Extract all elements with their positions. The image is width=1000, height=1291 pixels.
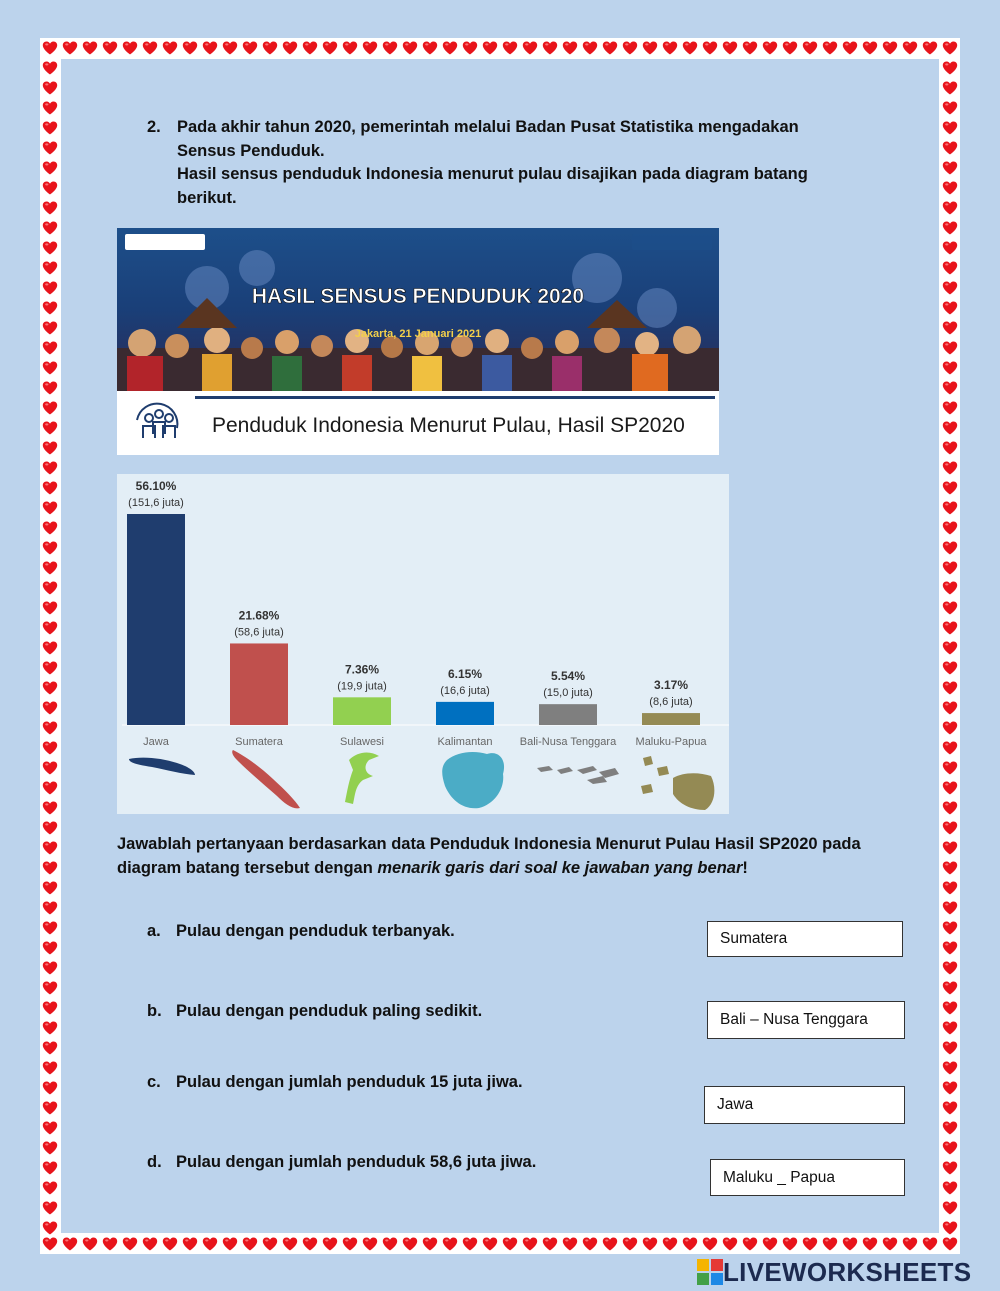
item-letter: c. <box>147 1073 161 1091</box>
heart-icon <box>943 81 957 94</box>
heart-icon <box>43 1001 57 1014</box>
heart-icon <box>43 721 57 734</box>
heart-icon <box>43 1101 57 1114</box>
heart-icon <box>943 1161 957 1174</box>
heart-icon <box>243 41 257 54</box>
heart-icon <box>43 521 57 534</box>
heart-icon <box>363 41 377 54</box>
heart-icon <box>343 41 357 54</box>
bar-value-label: 3.17% <box>653 678 689 693</box>
heart-icon <box>43 841 57 854</box>
heart-icon <box>943 941 957 954</box>
heart-icon <box>943 721 957 734</box>
heart-icon <box>583 1237 597 1250</box>
heart-icon <box>43 1237 57 1250</box>
heart-icon <box>43 61 57 74</box>
heart-icon <box>43 821 57 834</box>
bar-value-label: 56.10% <box>135 479 177 493</box>
liveworksheets-brand[interactable] <box>697 1257 971 1287</box>
heart-icon <box>943 1041 957 1054</box>
heart-icon <box>43 121 57 134</box>
question-line-3: Hasil sensus penduduk Indonesia menurut pulau disajikan pada diagram batang <box>177 165 808 183</box>
heart-icon <box>943 801 957 814</box>
heart-icon <box>943 521 957 534</box>
bar-sub-label: (151,6 juta) <box>128 497 184 509</box>
heart-icon <box>703 1237 717 1250</box>
heart-icon <box>243 1237 257 1250</box>
census-banner <box>117 228 719 455</box>
population-bar-chart <box>117 474 729 814</box>
heart-icon <box>943 901 957 914</box>
heart-icon <box>943 761 957 774</box>
bar-value-label: 7.36% <box>344 662 380 677</box>
heart-icon <box>403 1237 417 1250</box>
instruction-end: ! <box>742 858 748 877</box>
heart-icon <box>943 541 957 554</box>
bar-sub-label: (16,6 juta) <box>440 684 490 697</box>
heart-icon <box>123 1237 137 1250</box>
heart-icon <box>43 461 57 474</box>
heart-icon <box>943 561 957 574</box>
heart-icon <box>43 801 57 814</box>
heart-icon <box>43 361 57 374</box>
heart-icon <box>683 1237 697 1250</box>
heart-icon <box>163 41 177 54</box>
heart-icon <box>383 1237 397 1250</box>
heart-icon <box>103 41 117 54</box>
bar-sumatera <box>230 643 288 725</box>
heart-icon <box>943 1141 957 1154</box>
heart-icon <box>943 661 957 674</box>
heart-icon <box>523 1237 537 1250</box>
heart-icon <box>943 981 957 994</box>
heart-icon <box>943 401 957 414</box>
heart-icon <box>43 501 57 514</box>
heart-icon <box>783 41 797 54</box>
heart-icon <box>43 861 57 874</box>
heart-icon <box>43 1041 57 1054</box>
heart-icon <box>783 1237 797 1250</box>
heart-icon <box>943 841 957 854</box>
heart-icon <box>43 941 57 954</box>
heart-icon <box>563 41 577 54</box>
instruction-italic: menarik garis dari soal ke jawaban yang benar <box>377 858 743 877</box>
heart-icon <box>903 1237 917 1250</box>
item-text: Pulau dengan jumlah penduduk 15 juta jiwa. <box>176 1073 523 1091</box>
heart-icon <box>943 861 957 874</box>
bar-sub-label: (8,6 juta) <box>649 696 693 709</box>
category-label: Sumatera <box>235 736 283 748</box>
heart-icon <box>463 1237 477 1250</box>
heart-icon <box>43 881 57 894</box>
item-letter: d. <box>147 1153 162 1171</box>
heart-icon <box>263 41 277 54</box>
banner-caption: Penduduk Indonesia Menurut Pulau, Hasil SP2020 <box>212 414 685 437</box>
heart-icon <box>883 1237 897 1250</box>
heart-icon <box>323 41 337 54</box>
heart-icon <box>843 1237 857 1250</box>
heart-icon <box>683 41 697 54</box>
heart-icon <box>603 41 617 54</box>
heart-icon <box>943 361 957 374</box>
heart-icon <box>43 241 57 254</box>
heart-icon <box>943 301 957 314</box>
question-number: 2. <box>147 118 161 136</box>
heart-icon <box>43 981 57 994</box>
bar-sub-label: (58,6 juta) <box>234 626 284 639</box>
instruction-part-1: Jawablah pertanyaan berdasarkan data Penduduk Indonesia Menurut Pulau Hasil SP2020 pada diagram batang tersebut dengan <box>117 835 861 877</box>
heart-icon <box>943 1121 957 1134</box>
heart-icon <box>943 441 957 454</box>
heart-icon <box>43 181 57 194</box>
answer-box-jawa[interactable]: Jawa <box>704 1086 905 1124</box>
question-line-4: berikut. <box>177 188 237 207</box>
heart-icon <box>803 1237 817 1250</box>
heart-icon <box>943 101 957 114</box>
heart-icon <box>43 1081 57 1094</box>
heart-icon <box>943 961 957 974</box>
heart-icon <box>623 41 637 54</box>
heart-icon <box>43 41 57 54</box>
heart-icon <box>943 341 957 354</box>
chart-background <box>117 474 729 814</box>
heart-icon <box>143 1237 157 1250</box>
instruction-text <box>117 833 907 880</box>
heart-icon <box>883 41 897 54</box>
heart-icon <box>223 1237 237 1250</box>
bar-jawa <box>127 514 185 725</box>
heart-icon <box>943 201 957 214</box>
heart-icon <box>203 1237 217 1250</box>
heart-icon <box>503 41 517 54</box>
heart-icon <box>863 41 877 54</box>
heart-icon <box>43 1021 57 1034</box>
heart-icon <box>43 301 57 314</box>
heart-icon <box>423 1237 437 1250</box>
category-label: Sulawesi <box>339 736 385 748</box>
heart-icon <box>563 1237 577 1250</box>
heart-icon <box>543 41 557 54</box>
heart-icon <box>443 1237 457 1250</box>
heart-icon <box>943 241 957 254</box>
answer-box-sumatera[interactable]: Sumatera <box>707 921 903 957</box>
heart-icon <box>583 41 597 54</box>
heart-icon <box>43 161 57 174</box>
heart-icon <box>943 1181 957 1194</box>
liveworksheets-logo-icon <box>697 1259 723 1285</box>
bar-value-label: 6.15% <box>447 666 483 681</box>
heart-icon <box>943 701 957 714</box>
heart-icon <box>183 1237 197 1250</box>
heart-icon <box>943 641 957 654</box>
category-label: Kalimantan <box>437 736 493 748</box>
heart-icon <box>423 41 437 54</box>
heart-icon <box>843 41 857 54</box>
heart-icon <box>803 41 817 54</box>
heart-icon <box>43 1061 57 1074</box>
category-label: Bali-Nusa Tenggara <box>519 736 617 748</box>
heart-icon <box>43 541 57 554</box>
heart-icon <box>43 401 57 414</box>
heart-icon <box>43 221 57 234</box>
heart-icon <box>43 421 57 434</box>
heart-icon <box>943 1061 957 1074</box>
answer-box-maluku-papua[interactable]: Maluku _ Papua <box>710 1159 905 1196</box>
heart-icon <box>943 261 957 274</box>
heart-icon <box>43 561 57 574</box>
heart-icon <box>743 41 757 54</box>
heart-icon <box>943 181 957 194</box>
heart-icon <box>623 1237 637 1250</box>
banner-subtitle: Jakarta, 21 Januari 2021 <box>354 328 482 340</box>
heart-icon <box>43 581 57 594</box>
heart-icon <box>303 1237 317 1250</box>
heart-icon <box>43 1161 57 1174</box>
bar-sulawesi <box>333 697 391 725</box>
heart-icon <box>203 41 217 54</box>
heart-icon <box>723 1237 737 1250</box>
heart-icon <box>343 1237 357 1250</box>
heart-icon <box>43 1141 57 1154</box>
heart-icon <box>403 41 417 54</box>
heart-icon <box>663 41 677 54</box>
heart-icon <box>943 221 957 234</box>
heart-icon <box>923 1237 937 1250</box>
heart-icon <box>943 1221 957 1234</box>
heart-icon <box>943 61 957 74</box>
heart-icon <box>163 1237 177 1250</box>
liveworksheets-wordmark: LIVEWORKSHEETS <box>723 1256 972 1287</box>
heart-icon <box>943 481 957 494</box>
category-label: Maluku-Papua <box>635 736 707 748</box>
heart-icon <box>43 921 57 934</box>
item-text: Pulau dengan jumlah penduduk 58,6 juta jiwa. <box>176 1153 537 1171</box>
question-line-2: Sensus Penduduk. <box>177 141 325 160</box>
heart-icon <box>383 41 397 54</box>
heart-icon <box>43 341 57 354</box>
heart-icon <box>83 1237 97 1250</box>
item-letter: a. <box>147 922 161 940</box>
heart-icon <box>943 1237 957 1250</box>
heart-icon <box>943 141 957 154</box>
bar-sub-label: (15,0 juta) <box>543 687 593 700</box>
heart-icon <box>43 1121 57 1134</box>
heart-icon <box>943 1201 957 1214</box>
bar-bali-nusa-tenggara <box>539 704 597 725</box>
heart-icon <box>43 701 57 714</box>
heart-icon <box>63 41 77 54</box>
bar-sub-label: (19,9 juta) <box>337 680 387 693</box>
heart-icon <box>643 41 657 54</box>
heart-icon <box>323 1237 337 1250</box>
bar-value-label: 5.54% <box>550 669 586 684</box>
heart-icon <box>43 641 57 654</box>
heart-icon <box>943 421 957 434</box>
heart-icon <box>503 1237 517 1250</box>
heart-icon <box>943 381 957 394</box>
heart-icon <box>863 1237 877 1250</box>
heart-icon <box>943 881 957 894</box>
question-2 <box>147 116 907 212</box>
heart-icon <box>643 1237 657 1250</box>
item-letter: b. <box>147 1002 162 1020</box>
heart-icon <box>723 41 737 54</box>
heart-icon <box>763 1237 777 1250</box>
heart-icon <box>903 41 917 54</box>
heart-icon <box>483 1237 497 1250</box>
heart-icon <box>43 961 57 974</box>
heart-icon <box>943 1001 957 1014</box>
heart-icon <box>43 741 57 754</box>
heart-icon <box>943 921 957 934</box>
heart-icon <box>43 321 57 334</box>
heart-icon <box>943 621 957 634</box>
heart-icon <box>43 441 57 454</box>
heart-icon <box>943 781 957 794</box>
heart-icon <box>43 201 57 214</box>
category-label: Jawa <box>143 736 169 748</box>
heart-icon <box>943 821 957 834</box>
heart-icon <box>43 101 57 114</box>
heart-icon <box>823 1237 837 1250</box>
heart-icon <box>43 761 57 774</box>
heart-icon <box>83 41 97 54</box>
heart-icon <box>43 781 57 794</box>
heart-icon <box>603 1237 617 1250</box>
bar-kalimantan <box>436 702 494 725</box>
heart-icon <box>943 601 957 614</box>
heart-icon <box>663 1237 677 1250</box>
heart-icon <box>183 41 197 54</box>
heart-icon <box>943 581 957 594</box>
heart-icon <box>263 1237 277 1250</box>
heart-icon <box>703 41 717 54</box>
heart-icon <box>223 41 237 54</box>
heart-icon <box>363 1237 377 1250</box>
banner-title: HASIL SENSUS PENDUDUK 2020 <box>251 285 585 308</box>
heart-icon <box>943 681 957 694</box>
bar-maluku-papua <box>642 713 700 725</box>
heart-icon <box>43 901 57 914</box>
heart-icon <box>943 461 957 474</box>
heart-icon <box>283 41 297 54</box>
heart-icon <box>43 381 57 394</box>
item-text: Pulau dengan penduduk terbanyak. <box>176 922 455 940</box>
heart-icon <box>303 41 317 54</box>
heart-icon <box>823 41 837 54</box>
question-line-1: Pada akhir tahun 2020, pemerintah melalui Badan Pusat Statistika mengadakan <box>177 118 799 136</box>
heart-icon <box>943 41 957 54</box>
heart-icon <box>943 1021 957 1034</box>
heart-icon <box>943 281 957 294</box>
heart-icon <box>943 501 957 514</box>
heart-icon <box>43 661 57 674</box>
heart-icon <box>43 601 57 614</box>
heart-icon <box>43 81 57 94</box>
heart-icon <box>43 281 57 294</box>
heart-icon <box>483 41 497 54</box>
heart-icon <box>923 41 937 54</box>
heart-icon <box>523 41 537 54</box>
heart-icon <box>43 1201 57 1214</box>
heart-icon <box>43 481 57 494</box>
heart-icon <box>943 121 957 134</box>
heart-icon <box>43 261 57 274</box>
heart-icon <box>943 1081 957 1094</box>
heart-icon <box>283 1237 297 1250</box>
heart-icon <box>43 141 57 154</box>
heart-icon <box>43 1181 57 1194</box>
heart-icon <box>63 1237 77 1250</box>
heart-icon <box>143 41 157 54</box>
heart-icon <box>443 41 457 54</box>
heart-icon <box>943 741 957 754</box>
heart-icon <box>43 621 57 634</box>
bar-value-label: 21.68% <box>238 608 280 623</box>
heart-icon <box>943 161 957 174</box>
heart-icon <box>103 1237 117 1250</box>
heart-icon <box>943 321 957 334</box>
heart-icon <box>943 1101 957 1114</box>
answer-box-bali-nusa-tenggara[interactable]: Bali – Nusa Tenggara <box>707 1001 905 1039</box>
heart-icon <box>43 681 57 694</box>
heart-icon <box>763 41 777 54</box>
heart-icon <box>543 1237 557 1250</box>
heart-icon <box>43 1221 57 1234</box>
heart-icon <box>743 1237 757 1250</box>
heart-icon <box>123 41 137 54</box>
item-text: Pulau dengan penduduk paling sedikit. <box>176 1002 483 1020</box>
heart-icon <box>463 41 477 54</box>
